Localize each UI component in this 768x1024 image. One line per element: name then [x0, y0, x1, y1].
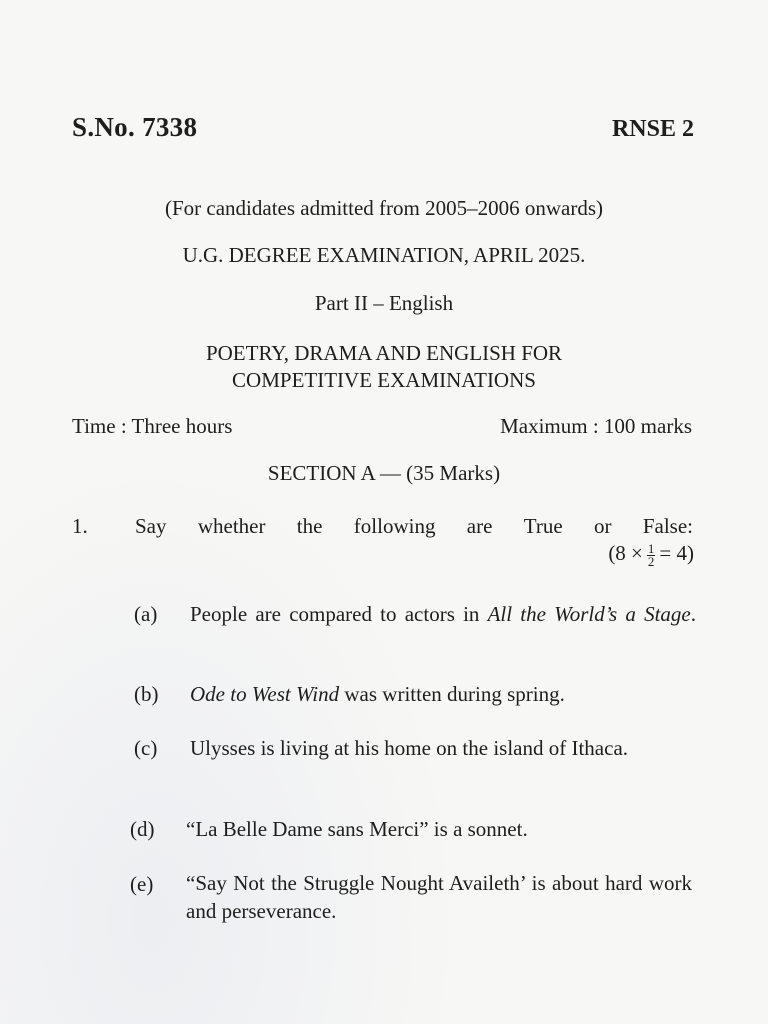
marks-prefix: (8 × — [608, 541, 643, 565]
subject-title-line2: COMPETITIVE EXAMINATIONS — [232, 368, 536, 392]
serial-number: S.No. 7338 — [72, 112, 198, 142]
fraction-denominator: 2 — [647, 553, 655, 569]
candidates-note: (For candidates admitted from 2005–2006 onwards) — [165, 196, 603, 220]
item-b-title: Ode to West Wind — [190, 682, 340, 706]
item-text-b — [190, 680, 696, 708]
fraction-numerator: 1 — [647, 540, 655, 556]
question-word-4: following — [353, 514, 436, 538]
subject-title — [0, 340, 768, 394]
question-word-8: False: — [642, 514, 693, 538]
item-a-line — [190, 600, 696, 628]
time-allowed: Time : Three hours — [72, 414, 233, 438]
question-word-1: Say — [135, 514, 167, 538]
item-label-c: (c) — [134, 736, 158, 760]
maximum-marks: Maximum : 100 marks — [500, 414, 692, 438]
item-b-text: was written during spring. — [339, 682, 565, 706]
question-word-2: whether — [197, 514, 266, 538]
subject-title-line1: POETRY, DRAMA AND ENGLISH FOR — [205, 341, 563, 365]
item-text-c: Ulysses is living at his home on the island of Ithaca. — [190, 736, 629, 760]
marks-suffix: = 4) — [659, 541, 694, 565]
item-text-e: “Say Not the Struggle Nought Availeth’ is about hard work and perseverance. — [186, 871, 692, 923]
question-word-7: or — [593, 514, 612, 538]
degree-exam-title: U.G. DEGREE EXAMINATION, APRIL 2025. — [182, 243, 586, 267]
item-label-b: (b) — [134, 682, 159, 706]
item-a-text: People are compared to actors in — [190, 602, 488, 626]
item-label-e: (e) — [130, 872, 154, 896]
item-label-a: (a) — [134, 602, 158, 626]
item-text-d: “La Belle Dame sans Merci” is a sonnet. — [186, 817, 528, 841]
item-a-end: . — [690, 602, 697, 626]
question-word-6: True — [523, 514, 563, 538]
paper-code: RNSE 2 — [611, 116, 694, 142]
section-heading: SECTION A — (35 Marks) — [267, 461, 501, 485]
question-text — [135, 514, 693, 539]
question-word-5: are — [466, 514, 493, 538]
item-label-d: (d) — [130, 817, 155, 841]
item-a-title: All the World’s a Stage — [487, 602, 691, 626]
question-word-3: the — [296, 514, 323, 538]
question-marks — [608, 541, 694, 568]
item-text-a — [190, 600, 696, 628]
question-number: 1. — [72, 514, 88, 538]
half-fraction — [647, 540, 656, 569]
part-label: Part II – English — [314, 291, 454, 315]
